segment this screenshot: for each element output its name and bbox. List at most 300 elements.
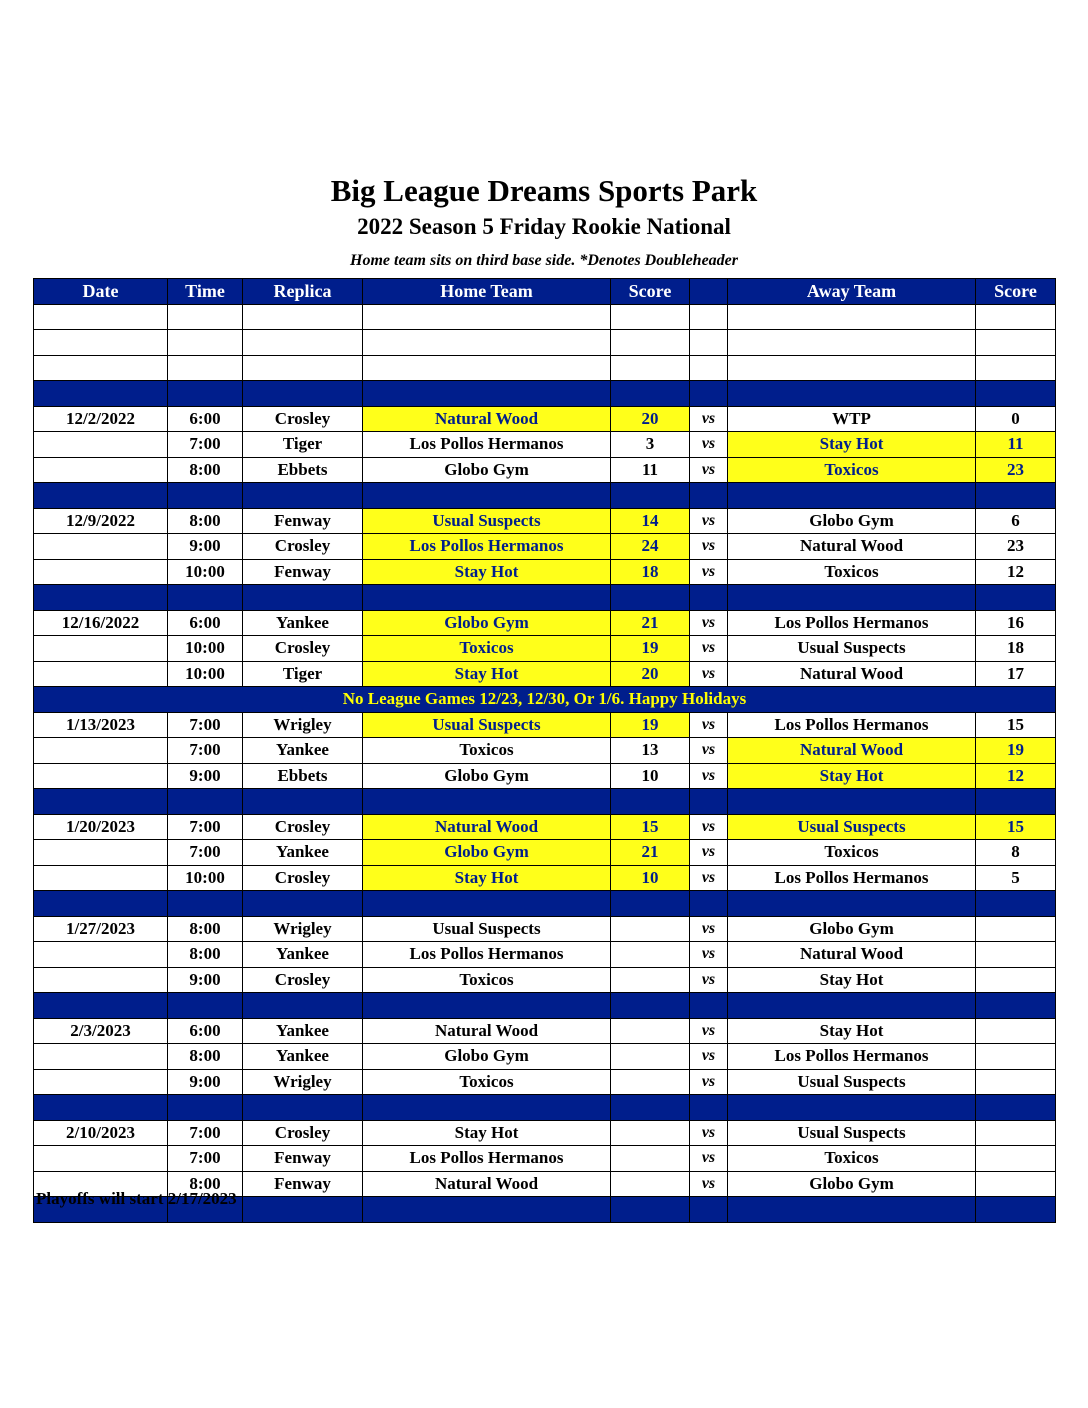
vs-cell: vs xyxy=(690,916,728,942)
col-date: Date xyxy=(34,279,168,305)
replica-cell: Tiger xyxy=(243,661,363,687)
replica-cell: Crosley xyxy=(243,636,363,662)
home-score-cell xyxy=(611,789,690,815)
home-team-cell: Natural Wood xyxy=(363,814,611,840)
vs-cell: vs xyxy=(690,763,728,789)
vs-cell xyxy=(690,891,728,917)
separator-row xyxy=(34,1095,1056,1121)
home-team-cell xyxy=(363,789,611,815)
away-score-cell xyxy=(976,381,1056,407)
schedule-note: Home team sits on third base side. *Denotes Doubleheader xyxy=(350,252,738,269)
away-team-cell xyxy=(728,789,976,815)
away-score-cell: 15 xyxy=(976,712,1056,738)
game-row xyxy=(34,636,1056,662)
home-score-cell: 13 xyxy=(611,738,690,764)
game-row xyxy=(34,840,1056,866)
away-score-cell: 19 xyxy=(976,738,1056,764)
time-cell: 8:00 xyxy=(168,942,243,968)
home-score-cell xyxy=(611,1095,690,1121)
away-score-cell xyxy=(976,585,1056,611)
separator-row xyxy=(34,993,1056,1019)
time-cell xyxy=(168,891,243,917)
replica-cell: Yankee xyxy=(243,738,363,764)
date-cell xyxy=(34,457,168,483)
time-cell: 9:00 xyxy=(168,534,243,560)
home-team-cell: Toxicos xyxy=(363,738,611,764)
date-cell: 12/2/2022 xyxy=(34,406,168,432)
away-score-cell xyxy=(976,355,1056,381)
home-team-cell xyxy=(363,304,611,330)
date-cell: 1/13/2023 xyxy=(34,712,168,738)
date-cell xyxy=(34,661,168,687)
away-score-cell xyxy=(976,1146,1056,1172)
game-row xyxy=(34,1018,1056,1044)
home-team-cell: Toxicos xyxy=(363,1069,611,1095)
away-team-cell xyxy=(728,330,976,356)
away-team-cell xyxy=(728,483,976,509)
time-cell: 8:00 xyxy=(168,457,243,483)
date-cell: 2/10/2023 xyxy=(34,1120,168,1146)
home-score-cell xyxy=(611,330,690,356)
away-score-cell: 12 xyxy=(976,763,1056,789)
home-team-cell: Los Pollos Hermanos xyxy=(363,1146,611,1172)
time-cell: 7:00 xyxy=(168,814,243,840)
vs-cell xyxy=(690,304,728,330)
time-cell: 8:00 xyxy=(168,1044,243,1070)
away-team-cell: Toxicos xyxy=(728,1146,976,1172)
away-team-cell: Toxicos xyxy=(728,559,976,585)
game-row xyxy=(34,1044,1056,1070)
home-team-cell xyxy=(363,585,611,611)
vs-cell: vs xyxy=(690,840,728,866)
away-team-cell: Toxicos xyxy=(728,457,976,483)
vs-cell: vs xyxy=(690,636,728,662)
home-team-cell: Stay Hot xyxy=(363,661,611,687)
col-home-score: Score xyxy=(611,279,690,305)
away-team-cell: Natural Wood xyxy=(728,738,976,764)
home-score-cell xyxy=(611,891,690,917)
away-team-cell: Toxicos xyxy=(728,840,976,866)
replica-cell: Ebbets xyxy=(243,457,363,483)
away-team-cell xyxy=(728,381,976,407)
home-team-cell: Los Pollos Hermanos xyxy=(363,942,611,968)
away-score-cell: 15 xyxy=(976,814,1056,840)
home-score-cell: 14 xyxy=(611,508,690,534)
vs-cell: vs xyxy=(690,534,728,560)
holiday-note-row xyxy=(34,687,1056,713)
replica-cell: Crosley xyxy=(243,406,363,432)
home-score-cell: 18 xyxy=(611,559,690,585)
time-cell xyxy=(168,304,243,330)
home-score-cell xyxy=(611,483,690,509)
home-team-cell: Natural Wood xyxy=(363,1018,611,1044)
home-team-cell: Usual Suspects xyxy=(363,712,611,738)
away-team-cell xyxy=(728,304,976,330)
blank-row xyxy=(34,304,1056,330)
separator-row xyxy=(34,585,1056,611)
date-cell xyxy=(34,585,168,611)
away-score-cell: 17 xyxy=(976,661,1056,687)
vs-cell xyxy=(690,1197,728,1223)
time-cell: 10:00 xyxy=(168,559,243,585)
home-team-cell xyxy=(363,330,611,356)
home-score-cell xyxy=(611,585,690,611)
home-score-cell xyxy=(611,304,690,330)
home-score-cell xyxy=(611,1018,690,1044)
time-cell: 7:00 xyxy=(168,840,243,866)
time-cell: 9:00 xyxy=(168,763,243,789)
game-row xyxy=(34,610,1056,636)
home-score-cell: 20 xyxy=(611,661,690,687)
time-cell xyxy=(168,585,243,611)
away-team-cell: Los Pollos Hermanos xyxy=(728,865,976,891)
home-team-cell: Globo Gym xyxy=(363,763,611,789)
col-vs xyxy=(690,279,728,305)
home-team-cell: Globo Gym xyxy=(363,610,611,636)
replica-cell xyxy=(243,789,363,815)
home-score-cell xyxy=(611,1197,690,1223)
vs-cell xyxy=(690,483,728,509)
away-team-cell: Usual Suspects xyxy=(728,1069,976,1095)
home-team-cell xyxy=(363,355,611,381)
home-team-cell: Usual Suspects xyxy=(363,508,611,534)
time-cell xyxy=(168,1095,243,1121)
vs-cell xyxy=(690,1095,728,1121)
vs-cell: vs xyxy=(690,814,728,840)
away-score-cell xyxy=(976,891,1056,917)
date-cell: 2/3/2023 xyxy=(34,1018,168,1044)
vs-cell xyxy=(690,993,728,1019)
date-cell xyxy=(34,636,168,662)
vs-cell xyxy=(690,330,728,356)
vs-cell xyxy=(690,585,728,611)
replica-cell xyxy=(243,330,363,356)
vs-cell xyxy=(690,789,728,815)
vs-cell: vs xyxy=(690,865,728,891)
away-team-cell: Los Pollos Hermanos xyxy=(728,610,976,636)
date-cell xyxy=(34,1069,168,1095)
home-team-cell: Usual Suspects xyxy=(363,916,611,942)
date-cell xyxy=(34,1146,168,1172)
away-score-cell xyxy=(976,1197,1056,1223)
time-cell: 7:00 xyxy=(168,432,243,458)
replica-cell: Yankee xyxy=(243,840,363,866)
replica-cell: Crosley xyxy=(243,534,363,560)
away-team-cell xyxy=(728,1197,976,1223)
game-row xyxy=(34,916,1056,942)
time-cell: 7:00 xyxy=(168,1146,243,1172)
home-team-cell xyxy=(363,993,611,1019)
date-cell xyxy=(34,304,168,330)
date-cell xyxy=(34,763,168,789)
date-cell xyxy=(34,967,168,993)
vs-cell: vs xyxy=(690,661,728,687)
replica-cell: Crosley xyxy=(243,814,363,840)
game-row xyxy=(34,967,1056,993)
away-team-cell: Natural Wood xyxy=(728,534,976,560)
replica-cell: Fenway xyxy=(243,1171,363,1197)
replica-cell: Yankee xyxy=(243,610,363,636)
vs-cell: vs xyxy=(690,457,728,483)
replica-cell: Crosley xyxy=(243,967,363,993)
away-team-cell xyxy=(728,585,976,611)
game-row xyxy=(34,814,1056,840)
game-row xyxy=(34,559,1056,585)
date-cell: 1/27/2023 xyxy=(34,916,168,942)
home-score-cell: 11 xyxy=(611,457,690,483)
away-team-cell: Globo Gym xyxy=(728,508,976,534)
vs-cell xyxy=(690,355,728,381)
home-team-cell: Globo Gym xyxy=(363,840,611,866)
home-score-cell xyxy=(611,993,690,1019)
vs-cell: vs xyxy=(690,712,728,738)
home-team-cell xyxy=(363,381,611,407)
replica-cell: Fenway xyxy=(243,1146,363,1172)
home-team-cell: Stay Hot xyxy=(363,1120,611,1146)
replica-cell xyxy=(243,891,363,917)
away-team-cell: Natural Wood xyxy=(728,942,976,968)
home-score-cell xyxy=(611,1044,690,1070)
vs-cell: vs xyxy=(690,942,728,968)
time-cell xyxy=(168,789,243,815)
home-score-cell: 19 xyxy=(611,712,690,738)
game-row xyxy=(34,738,1056,764)
away-score-cell xyxy=(976,1044,1056,1070)
home-team-cell xyxy=(363,483,611,509)
away-score-cell xyxy=(976,993,1056,1019)
home-team-cell: Globo Gym xyxy=(363,1044,611,1070)
game-row xyxy=(34,1069,1056,1095)
time-cell: 6:00 xyxy=(168,610,243,636)
home-score-cell xyxy=(611,1069,690,1095)
holiday-note: No League Games 12/23, 12/30, Or 1/6. Happy Holidays xyxy=(34,687,1056,713)
away-score-cell: 23 xyxy=(976,534,1056,560)
game-row xyxy=(34,661,1056,687)
replica-cell: Wrigley xyxy=(243,712,363,738)
time-cell xyxy=(168,355,243,381)
away-score-cell xyxy=(976,1018,1056,1044)
separator-row xyxy=(34,789,1056,815)
away-score-cell xyxy=(976,1069,1056,1095)
away-team-cell: Globo Gym xyxy=(728,1171,976,1197)
away-score-cell: 11 xyxy=(976,432,1056,458)
vs-cell: vs xyxy=(690,1018,728,1044)
away-team-cell: WTP xyxy=(728,406,976,432)
away-score-cell xyxy=(976,483,1056,509)
home-score-cell xyxy=(611,1120,690,1146)
game-row xyxy=(34,534,1056,560)
time-cell: 8:00 xyxy=(168,916,243,942)
replica-cell: Fenway xyxy=(243,559,363,585)
date-cell xyxy=(34,865,168,891)
date-cell xyxy=(34,534,168,560)
date-cell: 12/16/2022 xyxy=(34,610,168,636)
page-subtitle: 2022 Season 5 Friday Rookie National xyxy=(357,214,731,239)
date-cell xyxy=(34,789,168,815)
home-team-cell: Globo Gym xyxy=(363,457,611,483)
time-cell: 8:00 xyxy=(168,1171,243,1197)
time-cell xyxy=(168,993,243,1019)
vs-cell: vs xyxy=(690,406,728,432)
vs-cell: vs xyxy=(690,1044,728,1070)
away-score-cell: 23 xyxy=(976,457,1056,483)
away-score-cell: 16 xyxy=(976,610,1056,636)
col-home-team: Home Team xyxy=(363,279,611,305)
replica-cell xyxy=(243,355,363,381)
away-team-cell: Stay Hot xyxy=(728,967,976,993)
home-team-cell xyxy=(363,891,611,917)
col-away-team: Away Team xyxy=(728,279,976,305)
time-cell: 9:00 xyxy=(168,1069,243,1095)
home-score-cell xyxy=(611,381,690,407)
date-cell xyxy=(34,1044,168,1070)
time-cell xyxy=(168,381,243,407)
away-team-cell: Stay Hot xyxy=(728,432,976,458)
away-team-cell: Globo Gym xyxy=(728,916,976,942)
home-team-cell: Stay Hot xyxy=(363,559,611,585)
time-cell: 8:00 xyxy=(168,508,243,534)
time-cell: 7:00 xyxy=(168,738,243,764)
col-time: Time xyxy=(168,279,243,305)
home-score-cell: 3 xyxy=(611,432,690,458)
away-score-cell xyxy=(976,916,1056,942)
game-row xyxy=(34,457,1056,483)
home-score-cell xyxy=(611,916,690,942)
home-team-cell: Los Pollos Hermanos xyxy=(363,432,611,458)
blank-row xyxy=(34,330,1056,356)
home-team-cell xyxy=(363,1197,611,1223)
replica-cell: Yankee xyxy=(243,942,363,968)
away-score-cell xyxy=(976,1171,1056,1197)
home-team-cell: Toxicos xyxy=(363,967,611,993)
away-team-cell: Natural Wood xyxy=(728,661,976,687)
replica-cell: Wrigley xyxy=(243,916,363,942)
home-team-cell: Toxicos xyxy=(363,636,611,662)
header-row xyxy=(34,279,1056,305)
away-score-cell: 8 xyxy=(976,840,1056,866)
replica-cell: Fenway xyxy=(243,508,363,534)
away-team-cell xyxy=(728,1095,976,1121)
game-row xyxy=(34,763,1056,789)
replica-cell xyxy=(243,304,363,330)
home-score-cell: 10 xyxy=(611,763,690,789)
home-score-cell: 21 xyxy=(611,610,690,636)
away-score-cell xyxy=(976,1095,1056,1121)
home-score-cell xyxy=(611,942,690,968)
game-row xyxy=(34,432,1056,458)
replica-cell xyxy=(243,381,363,407)
game-row xyxy=(34,942,1056,968)
replica-cell xyxy=(243,1197,363,1223)
game-row xyxy=(34,508,1056,534)
replica-cell: Wrigley xyxy=(243,1069,363,1095)
home-team-cell: Stay Hot xyxy=(363,865,611,891)
date-cell xyxy=(34,432,168,458)
replica-cell: Ebbets xyxy=(243,763,363,789)
home-team-cell xyxy=(363,1095,611,1121)
date-cell xyxy=(34,942,168,968)
away-score-cell: 6 xyxy=(976,508,1056,534)
away-score-cell: 0 xyxy=(976,406,1056,432)
vs-cell: vs xyxy=(690,559,728,585)
vs-cell xyxy=(690,381,728,407)
date-cell xyxy=(34,483,168,509)
away-score-cell xyxy=(976,789,1056,815)
date-cell xyxy=(34,840,168,866)
replica-cell xyxy=(243,1095,363,1121)
away-score-cell: 12 xyxy=(976,559,1056,585)
game-row xyxy=(34,406,1056,432)
time-cell xyxy=(168,330,243,356)
time-cell: 7:00 xyxy=(168,712,243,738)
date-cell xyxy=(34,330,168,356)
vs-cell: vs xyxy=(690,738,728,764)
away-team-cell: Los Pollos Hermanos xyxy=(728,712,976,738)
date-cell xyxy=(34,381,168,407)
away-score-cell xyxy=(976,304,1056,330)
home-score-cell: 15 xyxy=(611,814,690,840)
away-team-cell: Stay Hot xyxy=(728,763,976,789)
separator-row xyxy=(34,891,1056,917)
vs-cell: vs xyxy=(690,432,728,458)
game-row xyxy=(34,865,1056,891)
away-team-cell xyxy=(728,993,976,1019)
home-score-cell xyxy=(611,967,690,993)
page-title: Big League Dreams Sports Park xyxy=(330,173,758,208)
date-cell xyxy=(34,559,168,585)
vs-cell: vs xyxy=(690,1120,728,1146)
replica-cell: Tiger xyxy=(243,432,363,458)
home-score-cell xyxy=(611,355,690,381)
time-cell: 10:00 xyxy=(168,636,243,662)
time-cell xyxy=(168,483,243,509)
away-score-cell xyxy=(976,1120,1056,1146)
home-team-cell: Los Pollos Hermanos xyxy=(363,534,611,560)
vs-cell: vs xyxy=(690,508,728,534)
away-score-cell xyxy=(976,330,1056,356)
away-score-cell: 18 xyxy=(976,636,1056,662)
time-cell: 10:00 xyxy=(168,661,243,687)
vs-cell: vs xyxy=(690,1069,728,1095)
home-score-cell xyxy=(611,1146,690,1172)
away-team-cell: Stay Hot xyxy=(728,1018,976,1044)
replica-cell: Yankee xyxy=(243,1018,363,1044)
schedule-body xyxy=(34,304,1056,1222)
home-team-cell: Natural Wood xyxy=(363,406,611,432)
away-team-cell: Los Pollos Hermanos xyxy=(728,1044,976,1070)
replica-cell xyxy=(243,585,363,611)
replica-cell: Crosley xyxy=(243,1120,363,1146)
time-cell: 9:00 xyxy=(168,967,243,993)
schedule-table xyxy=(33,278,1056,1223)
vs-cell: vs xyxy=(690,967,728,993)
time-cell: 6:00 xyxy=(168,1018,243,1044)
time-cell: 6:00 xyxy=(168,406,243,432)
vs-cell: vs xyxy=(690,610,728,636)
game-row xyxy=(34,1120,1056,1146)
away-team-cell: Usual Suspects xyxy=(728,636,976,662)
date-cell xyxy=(34,1095,168,1121)
date-cell xyxy=(34,738,168,764)
col-replica: Replica xyxy=(243,279,363,305)
home-team-cell: Natural Wood xyxy=(363,1171,611,1197)
separator-row xyxy=(34,483,1056,509)
date-cell: 12/9/2022 xyxy=(34,508,168,534)
home-score-cell: 10 xyxy=(611,865,690,891)
home-score-cell: 20 xyxy=(611,406,690,432)
away-score-cell xyxy=(976,942,1056,968)
away-score-cell: 5 xyxy=(976,865,1056,891)
